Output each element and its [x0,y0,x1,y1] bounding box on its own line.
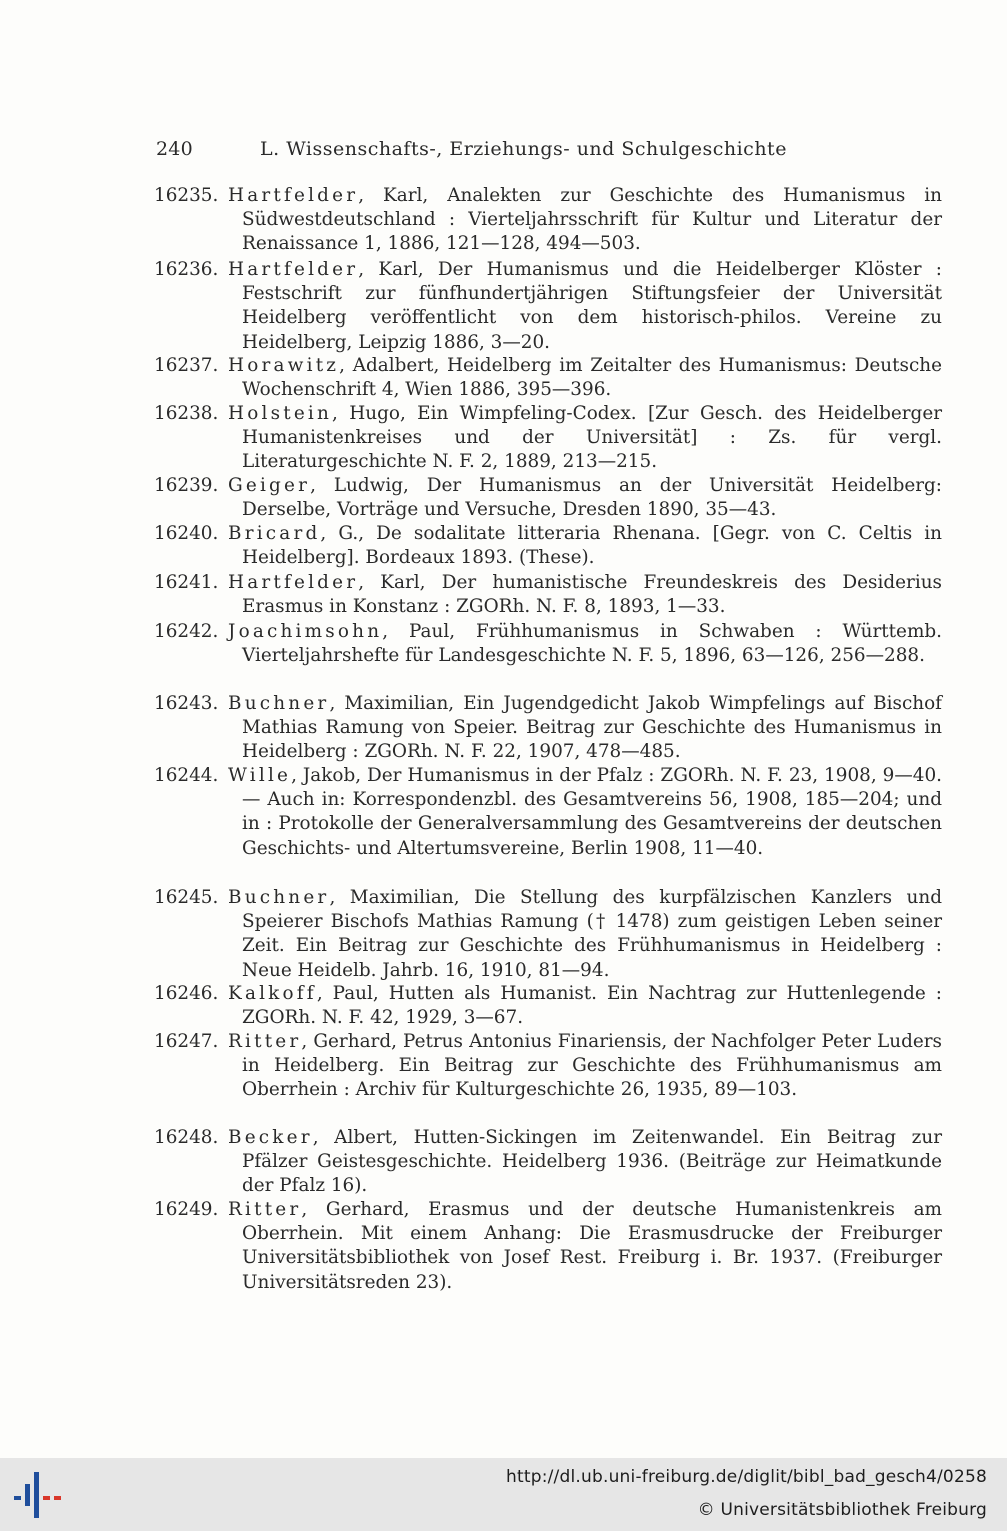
entry-text: , Paul, Frühhumanismus in Schwaben : Württemb. Vierteljahrshefte für Landesgeschichte N. F. 5, 1896, 63—126, 256—288. [242,621,942,667]
entry-body [228,571,942,619]
entry-body [228,354,942,402]
entry-number: 16241. [154,572,219,593]
entry-author: Hartfelder [228,185,359,206]
entry-number: 16237. [154,355,219,376]
entry-number: 16244. [154,765,219,786]
bibliography-entry [154,474,942,522]
entry-body [228,1126,942,1199]
entry-body [228,522,942,570]
page-number: 240 [156,138,193,160]
entry-author: Kalkoff [228,983,317,1004]
entry-author: Joachimsohn [228,621,383,642]
entry-body [228,886,942,983]
entry-number: 16236. [154,259,219,280]
entry-text: , G., De sodalitate litteraria Rhenana. [Gegr. von C. Celtis in Heidelberg]. Bordeaux 1893. (These). [242,523,942,569]
entry-text: , Maximilian, Ein Jugendgedicht Jakob Wimpfelings auf Bischof Mathias Ramung von Speier. Beitrag zur Geschichte des Humanismus in Heidelberg : ZGORh. N. F. 22, 1907, 478—485. [242,693,942,763]
entry-text: , Paul, Hutten als Humanist. Ein Nachtrag zur Huttenlegende : ZGORh. N. F. 42, 1929, 3—67. [242,983,942,1029]
bibliography-entry [154,184,942,257]
entry-body [228,184,942,257]
ub-freiburg-logo-icon[interactable] [14,1472,64,1518]
entry-text: , Gerhard, Petrus Antonius Finariensis, der Nachfolger Peter Luders in Heidelberg. Ein Beitrag zur Geschichte des Frühhumanismus am Oberrhein : Archiv für Kulturgeschichte 26, 1935, 89—103. [242,1031,942,1101]
bibliography-entry [154,1198,942,1295]
entry-author: Ritter [228,1031,302,1052]
bibliography-entry [154,1030,942,1103]
bibliography-entry [154,692,942,765]
entry-author: Hartfelder [228,572,359,593]
entry-author: Ritter [228,1199,302,1220]
entry-text: , Jakob, Der Humanismus in der Pfalz : ZGORh. N. F. 23, 1908, 9—40. — Auch in: Korrespondenzbl. des Gesamtvereins 56, 1908, 185—204; und in : Protokolle der Generalversammlung des Gesamtvereins der deutschen Geschichts- und Altertumsvereine, Berlin 1908, 11—40. [242,765,942,859]
entry-author: Horawitz [228,355,340,376]
running-title: L. Wissenschafts-, Erziehungs- und Schulgeschichte [260,138,787,160]
bibliography-entry [154,258,942,355]
entry-author: Bricard [228,523,321,544]
entry-text: , Karl, Analekten zur Geschichte des Humanismus in Südwestdeutschland : Vierteljahrsschrift für Kultur und Literatur der Renaissance 1, 1886, 121—128, 494—503. [242,185,942,255]
entry-body [228,258,942,355]
entry-number: 16240. [154,523,219,544]
entry-text: , Hugo, Ein Wimpfeling-Codex. [Zur Gesch. des Heidelberger Humanistenkreises und der Universität] : Zs. für vergl. Literaturgeschichte N. F. 2, 1889, 213—215. [242,403,942,473]
entry-number: 16245. [154,887,219,908]
entry-body [228,1030,942,1103]
entry-author: Hartfelder [228,259,359,280]
entry-body [228,692,942,765]
bibliography-entry [154,764,942,861]
entry-body [228,764,942,861]
entry-body [228,1198,942,1295]
entry-number: 16238. [154,403,219,424]
entry-author: Wille [228,765,292,786]
bibliography-entry [154,620,942,668]
entry-text: , Karl, Der Humanismus und die Heidelberger Klöster : Festschrift zur fünfhundertjährigen Stiftungsfeier der Universität Heidelberg veröffentlicht von dem historisch-philos. Vereine zu Heidelberg, Leipzig 1886, 3—20. [242,259,942,353]
bibliography-entry [154,1126,942,1199]
entry-author: Becker [228,1127,313,1148]
entry-number: 16246. [154,983,219,1004]
entry-body [228,620,942,668]
entry-text: , Maximilian, Die Stellung des kurpfälzischen Kanzlers und Speierer Bischofs Mathias Ramung († 1478) zum geistigen Leben seiner Zeit. Ein Beitrag zur Geschichte des Frühhumanismus in Heidelberg : Neue Heidelb. Jahrb. 16, 1910, 81—94. [242,887,942,981]
running-head [156,138,856,166]
entry-text: , Karl, Der humanistische Freundeskreis des Desiderius Erasmus in Konstanz : ZGORh. N. F. 8, 1893, 1—33. [242,572,942,618]
entry-author: Holstein [228,403,333,424]
entry-author: Geiger [228,475,311,496]
bibliography-entry [154,571,942,619]
bibliography-entry [154,982,942,1030]
footer-bar [0,1458,1007,1531]
bibliography-entry [154,886,942,983]
entry-number: 16235. [154,185,219,206]
document-url[interactable]: http://dl.ub.uni-freiburg.de/diglit/bibl_bad_gesch4/0258 [506,1467,987,1487]
entry-author: Buchner [228,693,330,714]
bibliography-entry [154,522,942,570]
entry-number: 16249. [154,1199,219,1220]
entry-number: 16242. [154,621,219,642]
entry-text: , Gerhard, Erasmus und der deutsche Humanistenkreis am Oberrhein. Mit einem Anhang: Die Erasmusdrucke der Freiburger Universitätsbibliothek von Josef Rest. Freiburg i. Br. 1937. (Freiburger Universitätsreden 23). [242,1199,942,1293]
entry-number: 16243. [154,693,219,714]
entry-number: 16239. [154,475,219,496]
entry-number: 16247. [154,1031,219,1052]
bibliography-entry [154,402,942,475]
entry-body [228,982,942,1030]
bibliography-entry [154,354,942,402]
entry-text: , Ludwig, Der Humanismus an der Universität Heidelberg: Derselbe, Vorträge und Versuche, Dresden 1890, 35—43. [242,475,942,521]
entry-body [228,402,942,475]
entry-body [228,474,942,522]
entry-text: , Adalbert, Heidelberg im Zeitalter des Humanismus: Deutsche Wochenschrift 4, Wien 1886, 395—396. [242,355,942,401]
entry-author: Buchner [228,887,330,908]
entry-text: , Albert, Hutten-Sickingen im Zeitenwandel. Ein Beitrag zur Pfälzer Geistesgeschichte. Heidelberg 1936. (Beiträge zur Heimatkunde der Pfalz 16). [242,1127,942,1197]
copyright-notice: © Universitätsbibliothek Freiburg [697,1500,987,1520]
entry-number: 16248. [154,1127,219,1148]
